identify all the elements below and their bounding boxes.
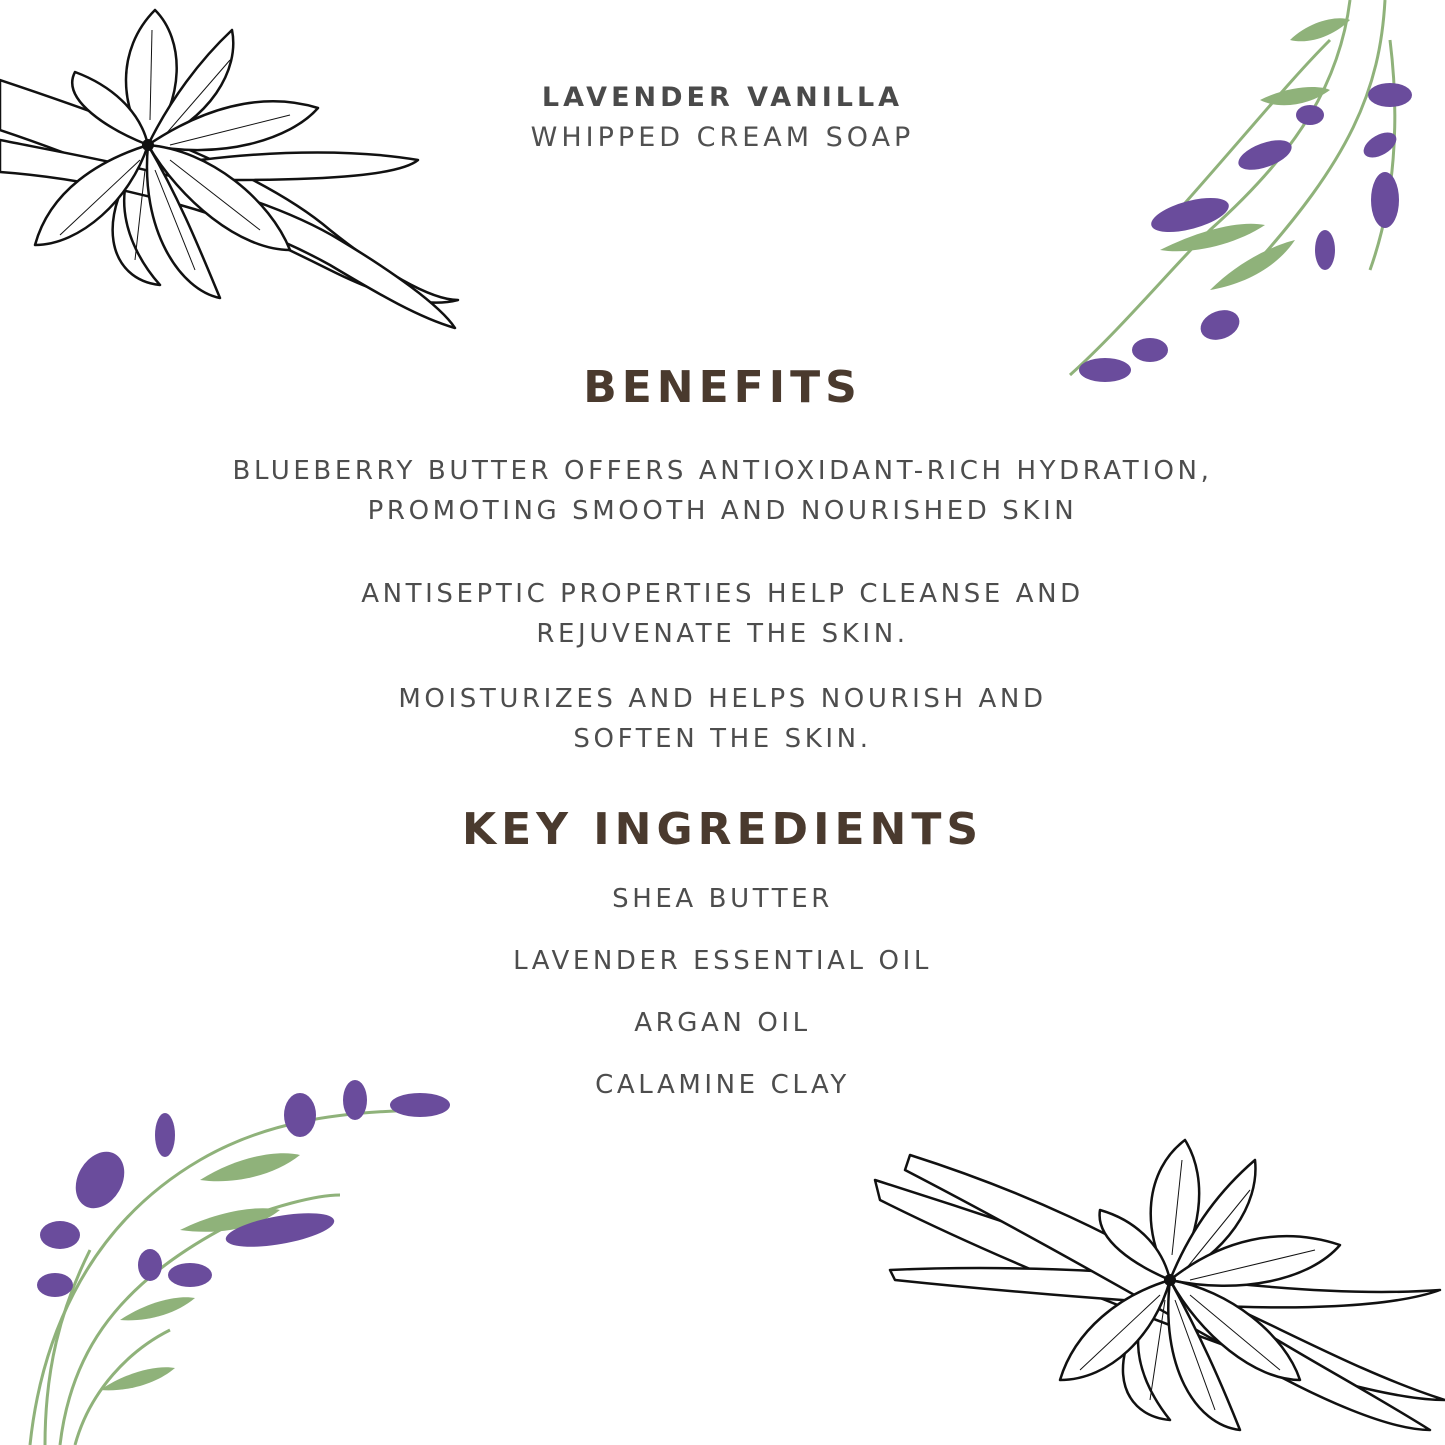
product-subtitle: WHIPPED CREAM SOAP [530, 122, 915, 153]
ingredient-item: ARGAN OIL [634, 1008, 811, 1038]
vanilla-flower-illustration-top-left [0, 0, 470, 340]
benefit-line: ANTISEPTIC PROPERTIES HELP CLEANSE AND [361, 579, 1084, 609]
benefit-item [0, 451, 1445, 531]
benefit-line: BLUEBERRY BUTTER OFFERS ANTIOXIDANT-RICH HYDRATION, [232, 456, 1213, 486]
benefit-item [0, 679, 1445, 759]
ingredient-item: LAVENDER ESSENTIAL OIL [513, 946, 932, 976]
product-title: LAVENDER VANILLA [541, 82, 904, 113]
lavender-sprig-illustration-bottom-left [0, 1070, 470, 1445]
ingredient-item: CALAMINE CLAY [595, 1070, 850, 1100]
benefit-item [0, 574, 1445, 654]
ingredient-item: SHEA BUTTER [612, 884, 833, 914]
vanilla-flower-illustration-bottom-right [870, 1130, 1445, 1445]
benefits-heading: BENEFITS [583, 362, 862, 413]
key-ingredients-heading: KEY INGREDIENTS [461, 804, 984, 855]
benefit-line: SOFTEN THE SKIN. [573, 724, 872, 754]
benefit-line: MOISTURIZES AND HELPS NOURISH AND [398, 684, 1047, 714]
benefit-line: REJUVENATE THE SKIN. [536, 619, 909, 649]
lavender-sprig-illustration-top-right [1050, 0, 1445, 400]
benefit-line: PROMOTING SMOOTH AND NOURISHED SKIN [367, 496, 1078, 526]
